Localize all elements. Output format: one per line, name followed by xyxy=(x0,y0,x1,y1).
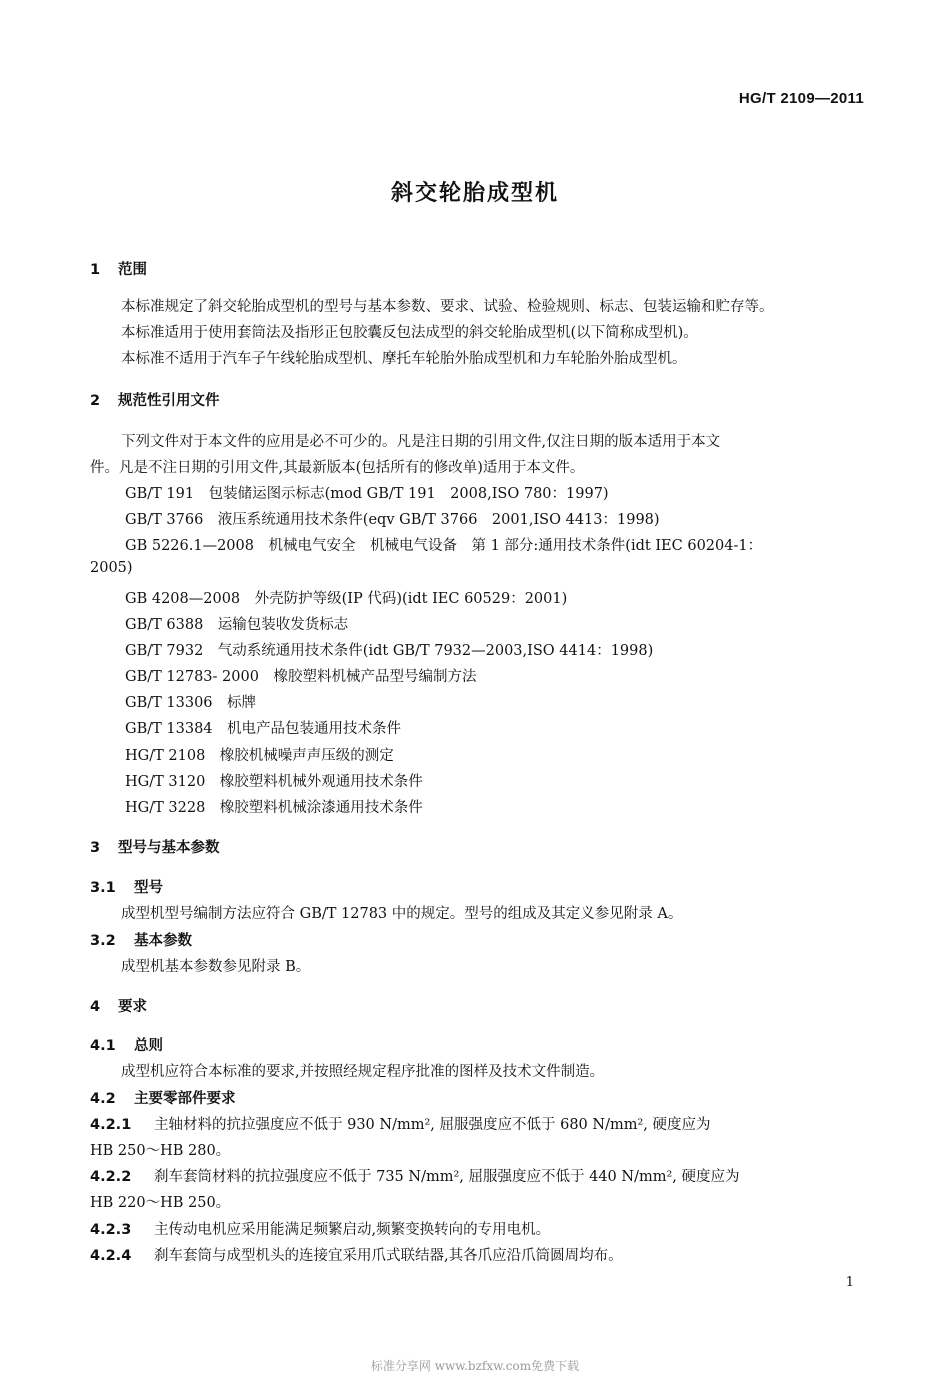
clause-4-2-2 xyxy=(90,1165,740,1186)
paragraph: 成型机应符合本标准的要求,并按照经规定程序批准的图样及技术文件制造。 xyxy=(121,1064,605,1080)
paragraph: 本标准不适用于汽车子午线轮胎成型机、摩托车轮胎外胎成型机和力车轮胎外胎成型机。 xyxy=(121,351,687,367)
subsection-number: 3.1 xyxy=(90,880,116,896)
reference-item: GB/T 6388 运输包装收发货标志 xyxy=(125,617,349,633)
reference-item: GB/T 13384 机电产品包装通用技术条件 xyxy=(125,721,402,737)
subsection-3-1-heading xyxy=(90,876,163,897)
subsection-title: 基本参数 xyxy=(134,933,192,949)
section-number: 2 xyxy=(90,393,101,409)
subsection-number: 4.2 xyxy=(90,1091,116,1107)
section-title: 型号与基本参数 xyxy=(118,840,220,856)
section-number: 4 xyxy=(90,999,101,1015)
paragraph: 下列文件对于本文件的应用是必不可少的。凡是注日期的引用文件,仅注日期的版本适用于本文 xyxy=(121,434,721,450)
subsection-title: 总则 xyxy=(134,1038,163,1054)
paragraph: 件。凡是不注日期的引用文件,其最新版本(包括所有的修改单)适用于本文件。 xyxy=(90,460,585,476)
section-2-heading xyxy=(90,389,220,410)
clause-4-2-3 xyxy=(90,1218,550,1239)
clause-continuation: HB 250～HB 280。 xyxy=(90,1143,231,1159)
section-1-heading xyxy=(90,258,147,279)
subsection-title: 型号 xyxy=(134,880,163,896)
reference-item-continued: 2005) xyxy=(90,560,133,576)
subsection-4-2-heading xyxy=(90,1087,236,1108)
paragraph: 本标准适用于使用套筒法及指形正包胶囊反包法成型的斜交轮胎成型机(以下简称成型机)。 xyxy=(121,325,698,341)
clause-number: 4.2.3 xyxy=(90,1222,132,1238)
reference-item: HG/T 2108 橡胶机械噪声声压级的测定 xyxy=(125,748,394,764)
paragraph: 本标准规定了斜交轮胎成型机的型号与基本参数、要求、试验、检验规则、标志、包装运输和贮存等。 xyxy=(121,299,774,315)
clause-4-2-4 xyxy=(90,1244,623,1265)
clause-text: 刹车套筒材料的抗拉强度应不低于 735 N/mm², 屈服强度应不低于 440 N/mm², 硬度应为 xyxy=(154,1169,740,1185)
subsection-4-1-heading xyxy=(90,1034,163,1055)
section-title: 范围 xyxy=(118,262,147,278)
page-number: 1 xyxy=(845,1275,854,1290)
section-number: 3 xyxy=(90,840,101,856)
clause-4-2-1 xyxy=(90,1113,711,1134)
clause-text: 主轴材料的抗拉强度应不低于 930 N/mm², 屈服强度应不低于 680 N/mm², 硬度应为 xyxy=(154,1117,711,1133)
reference-item: GB/T 12783- 2000 橡胶塑料机械产品型号编制方法 xyxy=(125,669,477,685)
reference-item: GB/T 13306 标牌 xyxy=(125,695,257,711)
section-4-heading xyxy=(90,995,147,1016)
standard-number: HG/T 2109—2011 xyxy=(738,90,864,107)
paragraph: 成型机基本参数参见附录 B。 xyxy=(121,959,311,975)
clause-continuation: HB 220～HB 250。 xyxy=(90,1195,231,1211)
reference-item: GB/T 191 包装储运图示标志(mod GB/T 191 2008,ISO 780：1997) xyxy=(125,486,609,502)
section-3-heading xyxy=(90,836,220,857)
subsection-title: 主要零部件要求 xyxy=(134,1091,236,1107)
section-number: 1 xyxy=(90,262,101,278)
paragraph: 成型机型号编制方法应符合 GB/T 12783 中的规定。型号的组成及其定义参见附录 A。 xyxy=(121,906,683,922)
clause-number: 4.2.4 xyxy=(90,1248,132,1264)
reference-item: GB/T 7932 气动系统通用技术条件(idt GB/T 7932—2003,ISO 4414：1998) xyxy=(125,643,654,659)
reference-item: GB/T 3766 液压系统通用技术条件(eqv GB/T 3766 2001,ISO 4413：1998) xyxy=(125,512,660,528)
clause-text: 主传动电机应采用能满足频繁启动,频繁变换转向的专用电机。 xyxy=(154,1222,551,1238)
document-title: 斜交轮胎成型机 xyxy=(390,181,559,206)
subsection-number: 4.1 xyxy=(90,1038,116,1054)
subsection-number: 3.2 xyxy=(90,933,116,949)
reference-item: GB 4208—2008 外壳防护等级(IP 代码)(idt IEC 60529：2001) xyxy=(125,591,568,607)
clause-text: 刹车套筒与成型机头的连接宜采用爪式联结器,其各爪应沿爪筒圆周均布。 xyxy=(154,1248,623,1264)
section-title: 要求 xyxy=(118,999,147,1015)
subsection-3-2-heading xyxy=(90,929,192,950)
reference-item: GB 5226.1—2008 机械电气安全 机械电气设备 第 1 部分:通用技术条件(idt IEC 60204-1： xyxy=(125,538,763,554)
footer-watermark: 标准分享网 www.bzfxw.com免费下载 xyxy=(370,1359,580,1373)
clause-number: 4.2.1 xyxy=(90,1117,132,1133)
reference-item: HG/T 3120 橡胶塑料机械外观通用技术条件 xyxy=(125,774,423,790)
clause-number: 4.2.2 xyxy=(90,1169,132,1185)
reference-item: HG/T 3228 橡胶塑料机械涂漆通用技术条件 xyxy=(125,800,423,816)
section-title: 规范性引用文件 xyxy=(118,393,220,409)
